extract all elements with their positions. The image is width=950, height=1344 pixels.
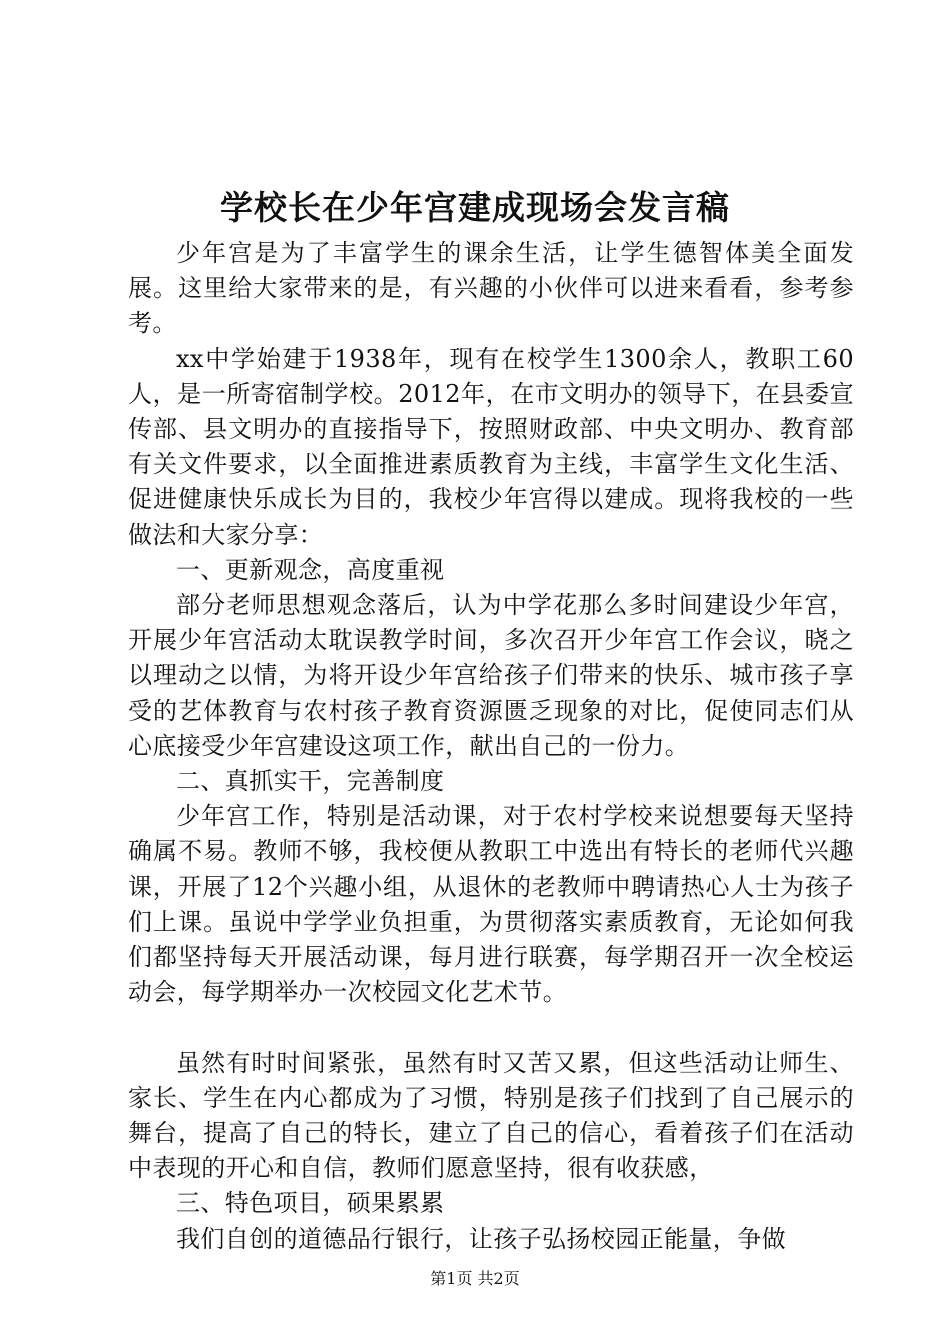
section-1-paragraph: 部分老师思想观念落后，认为中学花那么多时间建设少年宫，开展少年宫活动太耽误教学时间，多次召开少年宫工作会议，晓之以理动之以情，为将开设少年宫给孩子们带来的快乐、城市孩子享受的艺体教育与农村孩子教育资源匮乏现象的对比，促使同志们从心底接受少年宫建设这项工作，献出自己的一份力。 [128, 591, 854, 760]
section-heading-3: 三、特色项目，硕果累累 [176, 1189, 445, 1218]
section-2-paragraph-continued: 虽然有时时间紧张，虽然有时又苦又累，但这些活动让师生、家长、学生在内心都成为了习惯，特别是孩子们找到了自己展示的舞台，提高了自己的特长，建立了自己的信心，看着孩子们在活动中表现的开心和自信，教师们愿意坚持，很有收获感， [128, 1048, 854, 1183]
section-heading-2: 二、真抓实干，完善制度 [176, 767, 445, 796]
page-number-footer: 第1页 共2页 [430, 1269, 520, 1288]
section-3-paragraph: 我们自创的道德品行银行，让孩子弘扬校园正能量，争做 [176, 1224, 786, 1253]
school-overview-paragraph: xx中学始建于1938年，现有在校学生1300余人，教职工60人，是一所寄宿制学校。2012年，在市文明办的领导下，在县委宣传部、县文明办的直接指导下，按照财政部、中央文明办、教育部有关文件要求，以全面推进素质教育为主线，丰富学生文化生活、促进健康快乐成长为目的，我校少年宫得以建成。现将我校的一些做法和大家分享： [128, 344, 854, 549]
blank-line [128, 1010, 854, 1045]
section-heading-1: 一、更新观念，高度重视 [176, 555, 445, 584]
intro-paragraph: 少年宫是为了丰富学生的课余生活，让学生德智体美全面发展。这里给大家带来的是，有兴趣的小伙伴可以进来看看，参考参考。 [128, 239, 854, 338]
document-body [128, 236, 854, 1257]
document-title: 学校长在少年宫建成现场会发言稿 [220, 188, 730, 227]
section-2-paragraph: 少年宫工作，特别是活动课，对于农村学校来说想要每天坚持确属不易。教师不够，我校便从教职工中选出有特长的老师代兴趣课，开展了12个兴趣小组，从退休的老教师中聘请热心人士为孩子们上课。虽说中学学业负担重，为贯彻落实素质教育，无论如何我们都坚持每天开展活动课，每月进行联赛，每学期召开一次全校运动会，每学期举办一次校园文化艺术节。 [128, 802, 854, 1007]
